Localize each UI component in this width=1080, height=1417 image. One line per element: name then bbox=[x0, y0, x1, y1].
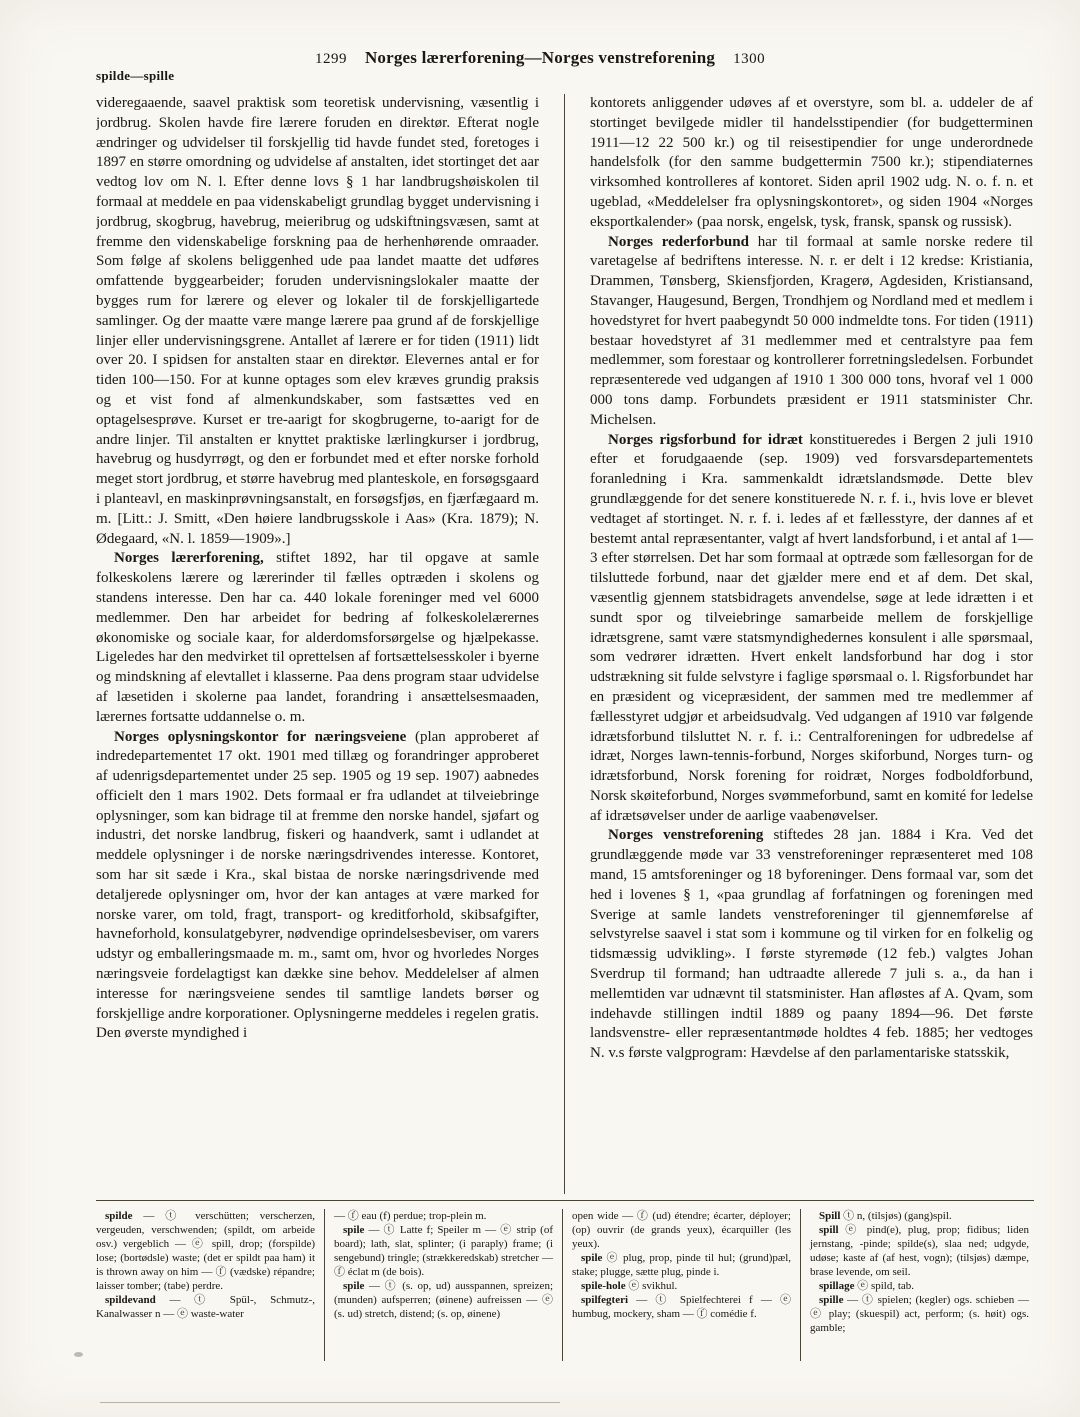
dictionary-entry bbox=[810, 1279, 1029, 1293]
dictionary-column-divider bbox=[562, 1209, 563, 1361]
paragraph-continuation bbox=[590, 94, 1033, 233]
scan-smudge-artifact bbox=[74, 1352, 83, 1357]
column-divider bbox=[564, 94, 565, 1194]
paragraph-entry bbox=[96, 728, 539, 1045]
dictionary-column-3 bbox=[572, 1209, 791, 1361]
dictionary-entry bbox=[96, 1293, 315, 1321]
dict-entry-text: open wide — ⓕ (ud) étendre; écarter, déployer; (op) ouvrir (de grands yeux), écarquiller (les yeux). bbox=[572, 1210, 791, 1250]
page-header bbox=[0, 48, 1080, 68]
article-columns bbox=[96, 94, 1034, 1194]
dict-entry-text: ⓔ svikhul. bbox=[628, 1280, 678, 1292]
dict-headword: spilde bbox=[105, 1210, 133, 1222]
paragraph-entry bbox=[96, 549, 539, 727]
dict-headword: Spill bbox=[819, 1210, 841, 1222]
right-column bbox=[590, 94, 1033, 1194]
dict-entry-text: ⓔ spild, tab. bbox=[857, 1280, 915, 1292]
dictionary-entry bbox=[334, 1209, 553, 1223]
dictionary-column-divider bbox=[324, 1209, 325, 1361]
dictionary-column-divider bbox=[800, 1209, 801, 1361]
dictionary-entry bbox=[572, 1279, 791, 1293]
dict-headword: spile bbox=[581, 1252, 603, 1264]
dict-headword: spile bbox=[343, 1280, 365, 1292]
dictionary-entry bbox=[810, 1209, 1029, 1223]
dictionary-entry bbox=[96, 1209, 315, 1293]
dict-entry-text: — ⓣ (s. op, ud) ausspannen, spreizen; (munden) aufsperren; (øinene) aufreissen — ⓔ (s. ud) stretch, distend; (s. op, øinene) bbox=[334, 1280, 553, 1320]
footer-separator-rule bbox=[96, 1200, 1034, 1201]
dictionary-column-1 bbox=[96, 1209, 315, 1361]
dictionary-column-4 bbox=[810, 1209, 1029, 1361]
dictionary-range-label: spilde—spille bbox=[96, 68, 175, 83]
dictionary-entry bbox=[572, 1251, 791, 1279]
dict-entry-text: — ⓣ Spielfechterei f — ⓔ humbug, mockery, sham — ⓕ comédie f. bbox=[572, 1294, 791, 1320]
scan-edge-artifact-line bbox=[100, 1402, 560, 1403]
dictionary-entry bbox=[334, 1223, 553, 1279]
paragraph-text: kontorets anliggender udøves af et overstyre, som bl. a. uddeler de af stortinget bevilgede midler til handelsstipendier (for budgetterminen 1911—12 22 500 kr.) og til reisestipendier for unge underordnede handelsfolk (for den samme budgettermin 7500 kr.); stipendiaternes virksomhed kontrolleres af kontoret. Siden april 1902 udg. N. o. f. n. et ugeblad, «Meddelelser fra oplysningskontoret», og siden 1904 «Norges eksportkalender» (paa norsk, engelsk, tysk, fransk, spansk og russisk). bbox=[590, 95, 1033, 230]
paragraph-text: konstitueredes i Bergen 2 juli 1910 efter et forudgaaende (sep. 1909) ved forsvarsdepartementets foranledning i Kra. sammenkaldt idrætslandsmøde. Dette blev grundlæggende for det senere konstituerede N. r. f. i., hvis love er blevet vedtaget af stortinget. N. r. f. i. ledes af et fællesstyre, der dannes af et bestemt antal repræsentanter, valgt af hvert landsforbund, i et antal af 1—3 efter størrelsen. Det har som formaal at optræde som fællesorgan for de tilsluttede forbund, naar det gjælder mere end et af dem. Det skal, væsentlig gjennem statsbidragets anvendelse, søge at lede idrætten i et sundt spor og tilveiebringe samarbeide mellem de forskjellige idrætsgrene, samt være statsmyndighedernes konsulent i alle spørsmaal, som vedrører idrætten. Hvert enkelt landsforbund har dog i stor udstrækning sit fulde selvstyre i faglige spørsmaal o. l. Rigsforbundet har en præsident og vicepræsident, der sammen med tre medlemmer af fællesstyret udgjør et arbeidsudvalg. Ved udgangen af 1910 var følgende idrætsforbund tilsluttet N. r. f. i.: Centralforeningen for udbredelse af idræt, Norges lawn-tennis-forbund, Norges skiforbund, Norges turn- og idrætsforbund, Norsk forening for roidræt, Norges fodboldforbund, Norsk skøiteforbund, Norges svømmeforbund, samt en komité for ledelse af idrætsøvelser under de aarlige vaabenøvelser. bbox=[590, 431, 1033, 824]
entry-headword: Norges rederforbund bbox=[608, 233, 749, 250]
dict-headword: spillage bbox=[819, 1280, 855, 1292]
paragraph-text: videregaaende, saavel praktisk som teoretisk undervisning, væsentlig i jordbrug. Skolen havde fire lærere foruden en direktør. Efterat nogle ændringer og udvidelser til forskjellig tid havde fundet sted, foretoges i 1897 en større omordning og udvidelse af anstalten, idet stortinget det aar vedtog lov om N. l. Efter denne lovs § 1 har landbrugshøiskolen til formaal at meddele en paa videnskabeligt grundlag bygget undervisning i jordbrug, skogbrug, havebrug, meieribrug og udskiftningsvæsen, samt at fremme den videnskabelige forskning paa de herhenhørende omraader. Som følge af skolens beliggenhed ude paa landet maatte det udføres omfattende byggearbeider; foruden undervisningslokaler maatte der bygges rum for lærere og elever og lokaler til de forskjelligartede samlinger. Og der maatte være mange lærere paa grund af de forskjellige linjer eller undervisningsgrene. Antallet af lærere er for tiden (1911) lidt over 20. I spidsen for anstalten staar en direktør. Elevernes antal er for tiden 100—150. For at kunne optages som elev kræves grundig praksis og et vist fond af almenkundskaber, som fastsættes ved en optagelsesprøve. Kurset er tre-aarigt for skogbrugerne, to-aarigt for de andre linjer. Til anstalten er knyttet praktiske lærlingkurser i jordbrug, havebrug og husdyrrøgt, og den er forbundet med et efter norske forhold meget stort jordbrug, et større havebrug med planteskole, en forsøgsgaard i planteavl, en maskinprøvningsanstalt, en forsøgsfjøs, en fjærfægaard m. m. [Litt.: J. Smitt, «Den høiere landbrugsskole i Aas» (Kra. 1879); N. Ødegaard, «N. l. 1859—1909».] bbox=[96, 95, 539, 547]
entry-headword: Norges venstreforening bbox=[608, 827, 764, 844]
dict-headword: spille bbox=[819, 1294, 844, 1306]
paragraph-entry bbox=[590, 431, 1033, 827]
dict-entry-text: ⓔ plug, prop, pinde til hul; (grund)pæl, stake; plugge, sætte plug, pinde i. bbox=[572, 1252, 792, 1278]
dictionary-entry bbox=[572, 1293, 791, 1321]
paragraph-entry bbox=[590, 826, 1033, 1064]
entry-headword: Norges oplysningskontor for næringsveiene bbox=[114, 728, 407, 745]
paragraph-text: stiftet 1892, har til opgave at samle folkeskolens lærere og lærerinder til fælles optræden i skolens og standens interesse. Den har ca. 440 lokale foreninger med vel 6000 medlemmer. Den har arbeidet for bedring af folkeskolelærernes økonomiske og sociale kaar, for alderdomsforsørgelse og hjælpekasse. Ligeledes har den medvirket til oprettelsen af fortsættelsesskoler i byerne og mindskning af elevtallet i klasserne. Paa dens program staar udvidelse af læsetiden i skolerne paa landet, forandring i ansættelsesmaaden, lærernes fortsatte uddannelse o. m. bbox=[96, 550, 539, 725]
dict-entry-text: ⓣ n, (tilsjøs) (gang)spil. bbox=[843, 1210, 952, 1222]
dictionary-column-2 bbox=[334, 1209, 553, 1361]
dictionary-entry bbox=[572, 1209, 791, 1251]
dictionary-footer bbox=[96, 1209, 1034, 1361]
page-number-left: 1299 bbox=[314, 51, 347, 67]
dict-entry-text: — ⓣ Spül-, Schmutz-, Kanalwasser n — ⓔ waste-water bbox=[96, 1294, 315, 1320]
page-number-right: 1300 bbox=[733, 51, 766, 67]
dictionary-entry bbox=[810, 1293, 1029, 1335]
paragraph-text: (plan approberet af indredepartementet 17 okt. 1901 med tillæg og forandringer approberet af udenrigsdepartementet under 25 sep. 1905 og 19 sep. 1907) aabnedes officielt den 1 mars 1902. Dets formaal er fra udlandet at tilveiebringe oplysninger, som kan bidrage til at fremme den norske handel, sjøfart og industri, det norske landbrug, fiskeri og haandverk, samt i udlandet at meddele oplysninger i de norske næringsdrivendes interesse. Kontoret, som har sit sæde i Kra., skal bistaa de norske næringsdrivende med detaljerede oplysninger om, hvor der kan antages at være marked for norske varer, om told, fragt, transport- og kreditforhold, skibsafgifter, havneforhold, konsulatgebyrer, nødvendige oprindelsesbeviser, om varers udstyr og emballeringsmaade m. m., samt om, hvor og hvorledes Norges næringsveie fordelagtigst kan dække sine behov. Meddelelser af almen interesse for næringsveiene sendes til samtlige landets børser og forskjellige andre korporationer. Oplysningerne meddeles i regelen gratis. Den øverste myndighed i bbox=[96, 728, 540, 1042]
paragraph-text: har til formaal at samle norske redere til varetagelse af bedriftens interesse. N. r. er delt i 12 kredse: Kristiania, Drammen, Tønsberg, Skiensfjorden, Kragerø, Agdesiden, Kristiansand, Stavanger, Haugesund, Bergen, Trondhjem og Nordland med et medlem i hovedstyret for hvert paabegyndt 50 000 indmeldte tons. For tiden (1911) bestaar hovedstyret af 31 medlemmer med et centralstyre paa fem medlemmer, som forestaar og kontrollerer forretningsledelsen. Forbundet repræsenterede ved udgangen af 1910 1 300 000 tons, hvoraf vel 1 000 000 tons damp. Forbundets præsident er 1911 statsminister Chr. Michelsen. bbox=[590, 233, 1033, 428]
dict-headword: spill bbox=[819, 1224, 839, 1236]
page-header-title: Norges lærerforening—Norges venstreforening bbox=[364, 48, 716, 67]
dictionary-entry bbox=[334, 1279, 553, 1321]
dict-headword: spilfegteri bbox=[581, 1294, 629, 1306]
dict-entry-text: — ⓣ Latte f; Speiler m — ⓔ strip (of board); lath, slat, splinter; (i paraply) frame; (i sengebund) tringle; (strækkeredskab) stretcher — ⓕ éclat m (de bois). bbox=[334, 1224, 553, 1278]
dict-headword: spildevand bbox=[105, 1294, 156, 1306]
dictionary-entry bbox=[810, 1223, 1029, 1279]
dict-entry-text: — ⓣ spielen; (kegler) ogs. schieben — ⓔ play; (skuespil) act, perform; (s. høit) ogs. gamble; bbox=[810, 1294, 1029, 1334]
entry-headword: Norges rigsforbund for idræt bbox=[608, 431, 803, 448]
entry-headword: Norges lærerforening, bbox=[114, 550, 264, 567]
left-column bbox=[96, 94, 539, 1194]
dict-headword: spile-hole bbox=[581, 1280, 626, 1292]
paragraph-text: stiftedes 28 jan. 1884 i Kra. Ved det grundlæggende møde var 33 venstreforeninger repræsenteret med 108 mand, 15 amtsforeninger og 18 byforeninger. Dens formaal var, som det hed i lovenes § 1, «paa grundlag af forfatningen og foreningen med Sverige at samle landets venstreforeninger til gjennemførelse af selvstyrelse saavel i stat som i kommune og til virken for en folkelig og tidsmæssig udvikling». I første styremøde (12 feb.) valgtes Johan Sverdrup til formand; han udtraadte allerede 7 juli s. a., da han i mellemtiden var udnævnt til statsminister. Han afløstes af A. Qvam, som indehavde stillingen indtil 1889 og paany 1894—96. Det første landsvenstre- eller repræsentantmøde holdtes 4 feb. 1885; her vedtoges N. v.s første valgprogram: Hævdelse af den parlamentariske statsskik, bbox=[590, 827, 1033, 1062]
dict-entry-text: — ⓣ verschütten; verscherzen, vergeuden, verschwenden; (spildt, om arbeide osv.) vergeblich — ⓔ spill, drop; (forspilde) lose; (bortødsle) waste; (det er spildt paa ham) it is thrown away on him — ⓕ (vædske) répandre; laisser tomber; (tabe) perdre. bbox=[96, 1210, 315, 1292]
dict-headword: spile bbox=[343, 1224, 365, 1236]
paragraph-continuation bbox=[96, 94, 539, 549]
dict-entry-text: — ⓕ eau (f) perdue; trop-plein m. bbox=[334, 1210, 487, 1222]
paragraph-entry bbox=[590, 233, 1033, 431]
dict-entry-text: ⓔ pind(e), plug, prop; fidibus; liden jernstang, -pinde; spilde(s), slaa ned; udgyde, udøse; kaste af (af hest, vogn); (tilsjøs) dæmpe, brase levende, om seil. bbox=[810, 1224, 1030, 1278]
